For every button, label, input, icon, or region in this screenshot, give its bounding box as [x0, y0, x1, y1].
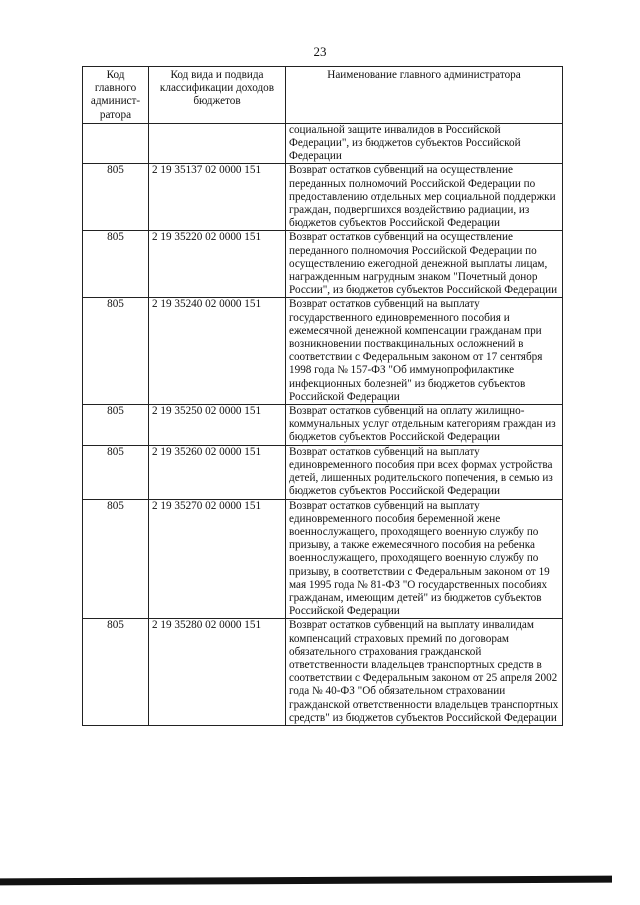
header-admin-code: Код главного админист-ратора: [83, 67, 149, 124]
class-code: 2 19 35240 02 0000 151: [149, 298, 286, 405]
continuation-class-code: [149, 123, 286, 164]
continuation-name: социальной защите инвалидов в Российской Федерации", из бюджетов субъектов Российской Федерации: [286, 123, 563, 164]
header-admin-name: Наименование главного администратора: [286, 67, 563, 124]
scan-bottom-edge: [0, 876, 612, 886]
table-row: [83, 405, 563, 446]
class-code: 2 19 35250 02 0000 151: [149, 405, 286, 446]
table-row: [83, 499, 563, 619]
page-number: 23: [313, 44, 327, 59]
header-class-code: Код вида и подвида классификации доходов бюджетов: [149, 67, 286, 124]
admin-name: Возврат остатков субвенций на осуществление переданного полномочия Российской Федерации по осуществлению ежегодной денежной выплаты лицам, награжденным нагрудным знаком "Почетный донор России", из бюджетов субъектов Российской Федерации: [286, 231, 563, 298]
admin-code: 805: [83, 619, 149, 726]
admin-code: 805: [83, 231, 149, 298]
class-code: 2 19 35280 02 0000 151: [149, 619, 286, 726]
admin-name: Возврат остатков субвенций на выплату единовременного пособия беременной жене военнослужащего, проходящего военную службу по призыву, а также ежемесячного пособия на ребенка военнослужащего, проходящего военную службу по призыву, в соответствии с Федеральным законом от 19 мая 1995 года № 81-ФЗ "О государственных пособиях гражданам, имеющим детей" из бюджетов субъектов Российской Федерации: [286, 499, 563, 619]
admin-name: Возврат остатков субвенций на осуществление переданных полномочий Российской Федерации по предоставлению отдельных мер социальной поддержки граждан, подвергшихся воздействию радиации, из бюджетов субъектов Российской Федерации: [286, 164, 563, 231]
table-row: [83, 164, 563, 231]
admin-code: 805: [83, 298, 149, 405]
table-header-row: [83, 67, 563, 124]
class-code: 2 19 35220 02 0000 151: [149, 231, 286, 298]
class-code: 2 19 35260 02 0000 151: [149, 445, 286, 499]
table-row: [83, 619, 563, 726]
admin-name: Возврат остатков субвенций на выплату единовременного пособия при всех формах устройства детей, лишенных родительского попечения, в семью из бюджетов субъектов Российской Федерации: [286, 445, 563, 499]
table-row-continuation: [83, 123, 563, 164]
admin-name: Возврат остатков субвенций на выплату государственного единовременного пособия и ежемесячной денежной компенсации гражданам при возникновении поствакцинальных осложнений в соответствии с Федеральным законом от 17 сентября 1998 года № 157-ФЗ "Об иммунопрофилактике инфекционных болезней" из бюджетов субъектов Российской Федерации: [286, 298, 563, 405]
admin-name: Возврат остатков субвенций на выплату инвалидам компенсаций страховых премий по договорам обязательного страхования гражданской ответственности владельцев транспортных средств в соответствии с Федеральным законом от 25 апреля 2002 года № 40-ФЗ "Об обязательном страховании гражданской ответственности владельцев транспортных средств" из бюджетов субъектов Российской Федерации: [286, 619, 563, 726]
table-row: [83, 445, 563, 499]
table-row: [83, 298, 563, 405]
revenue-administrators-table: [82, 66, 563, 726]
class-code: 2 19 35270 02 0000 151: [149, 499, 286, 619]
admin-code: 805: [83, 405, 149, 446]
class-code: 2 19 35137 02 0000 151: [149, 164, 286, 231]
admin-name: Возврат остатков субвенций на оплату жилищно-коммунальных услуг отдельным категориям граждан из бюджетов субъектов Российской Федерации: [286, 405, 563, 446]
admin-code: 805: [83, 445, 149, 499]
admin-code: 805: [83, 164, 149, 231]
table-row: [83, 231, 563, 298]
continuation-admin-code: [83, 123, 149, 164]
admin-code: 805: [83, 499, 149, 619]
